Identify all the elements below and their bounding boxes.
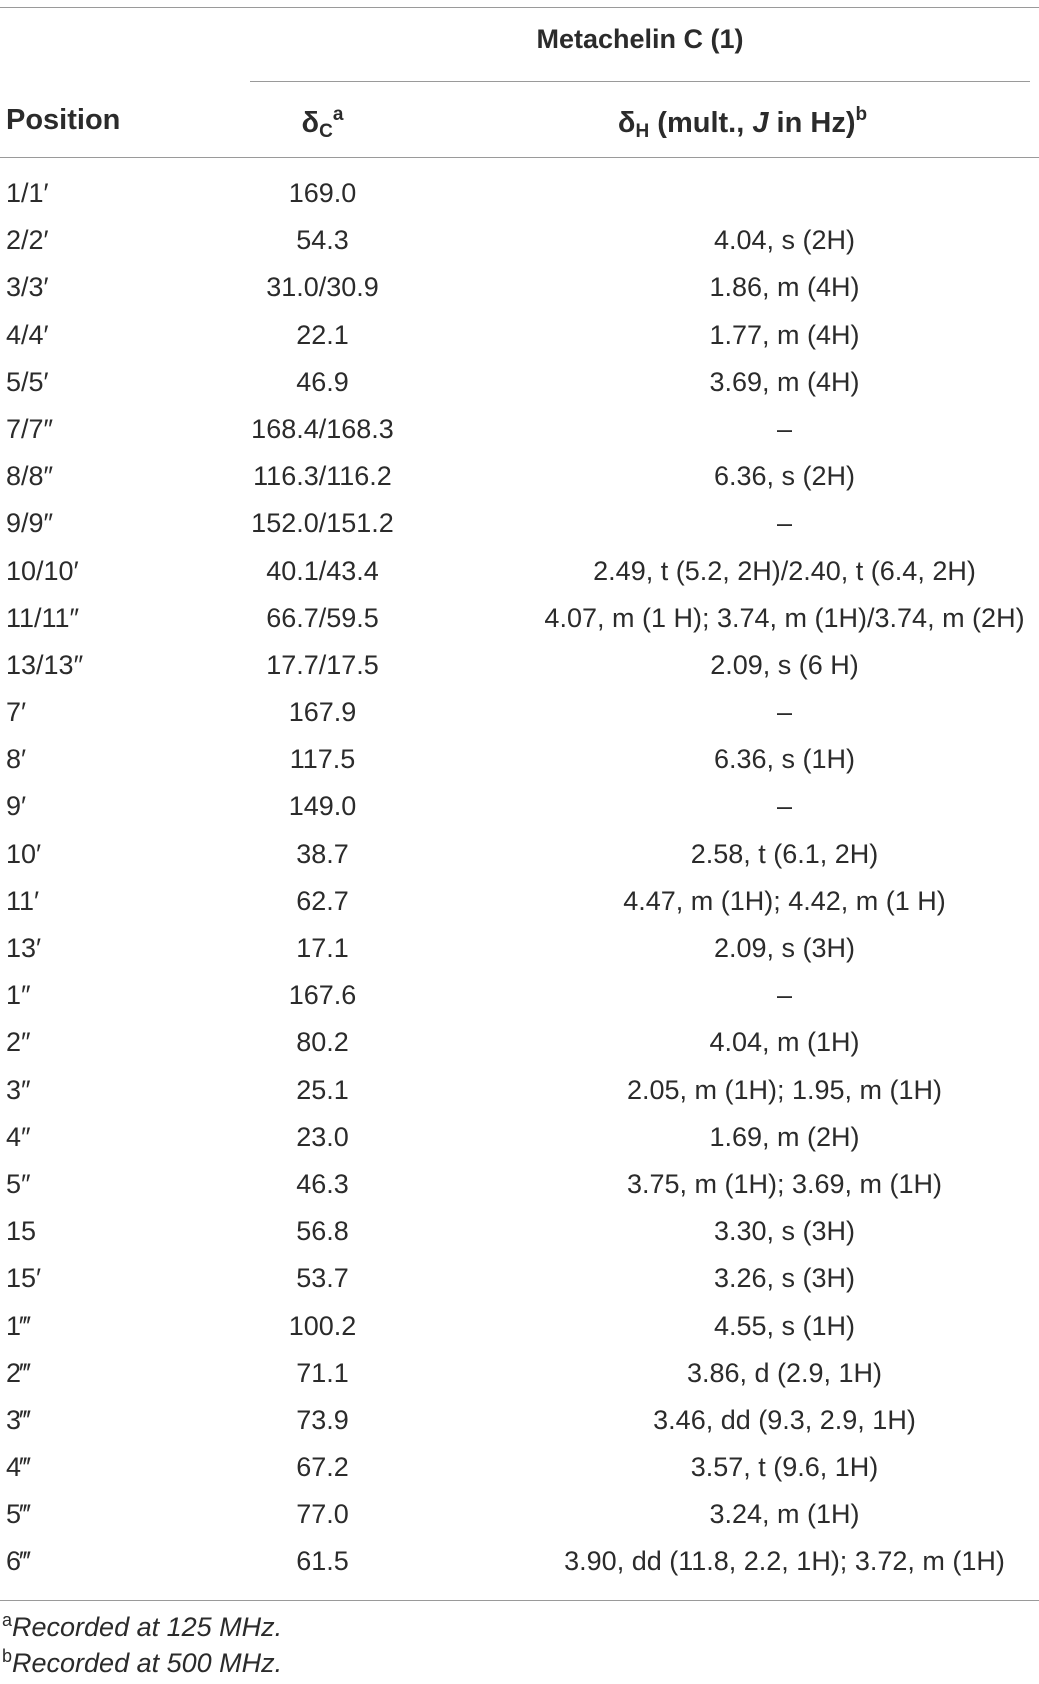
cell-delta-c: 73.9 xyxy=(296,1404,349,1435)
cell-position: 3″ xyxy=(6,1074,31,1105)
cell-position: 7/7″ xyxy=(6,413,54,444)
cell-delta-c: 53.7 xyxy=(296,1263,349,1294)
cell-position: 2″ xyxy=(6,1027,31,1058)
cell-position: 10′ xyxy=(6,838,42,869)
table-row xyxy=(0,1350,1039,1397)
cell-delta-h: 2.05, m (1H); 1.95, m (1H) xyxy=(626,1074,943,1105)
table-row xyxy=(0,1491,1039,1538)
table-row xyxy=(0,500,1039,547)
cell-delta-c: 100.2 xyxy=(288,1310,357,1341)
cell-delta-h: 1.77, m (4H) xyxy=(709,319,860,350)
cell-delta-h: 3.24, m (1H) xyxy=(709,1499,860,1530)
footnote-b-mark: b xyxy=(2,1646,13,1666)
cell-delta-h: 2.58, t (6.1, 2H) xyxy=(690,838,879,869)
table-row xyxy=(0,595,1039,642)
cell-position: 6‴ xyxy=(6,1546,31,1577)
table-row xyxy=(0,1114,1039,1161)
table-bottom-rule xyxy=(0,1600,1039,1601)
header-delta-h-sub: H xyxy=(635,121,650,142)
cell-delta-c: 67.2 xyxy=(296,1452,349,1483)
cell-delta-c: 116.3/116.2 xyxy=(253,461,392,492)
header-delta-h-post: in Hz) xyxy=(768,107,856,139)
cell-position: 2/2′ xyxy=(6,225,49,256)
cell-delta-c: 22.1 xyxy=(296,319,349,350)
cell-position: 13′ xyxy=(6,933,42,963)
table-row xyxy=(0,925,1039,972)
cell-position: 8/8″ xyxy=(6,461,54,492)
cell-delta-c: 80.2 xyxy=(296,1027,349,1058)
cell-position: 3‴ xyxy=(6,1404,31,1435)
cell-position: 15′ xyxy=(6,1263,42,1294)
footnote-a xyxy=(2,1610,282,1643)
header-delta-h xyxy=(370,104,1039,143)
cell-position: 9/9″ xyxy=(6,508,54,539)
table-row xyxy=(0,170,1039,217)
cell-delta-h: 3.86, d (2.9, 1H) xyxy=(686,1357,883,1388)
cell-delta-c: 77.0 xyxy=(296,1499,349,1530)
cell-delta-h: – xyxy=(776,697,793,728)
cell-position: 7′ xyxy=(6,697,27,728)
footnote-b-text: Recorded at 500 MHz. xyxy=(12,1648,283,1678)
table-row xyxy=(0,1019,1039,1066)
header-delta-c-sub: C xyxy=(319,121,333,142)
cell-delta-c: 46.9 xyxy=(296,366,349,397)
cell-delta-h: 3.26, s (3H) xyxy=(713,1263,856,1294)
cell-position: 1/1′ xyxy=(6,178,49,208)
cell-delta-c: 168.4/168.3 xyxy=(251,413,394,444)
table-row xyxy=(0,359,1039,406)
table-row xyxy=(0,831,1039,878)
cell-position: 11/11″ xyxy=(6,602,80,633)
table-row xyxy=(0,264,1039,311)
cell-delta-c: 46.3 xyxy=(296,1168,349,1199)
table-body xyxy=(0,170,1039,1586)
cell-position: 2‴ xyxy=(6,1357,31,1388)
cell-position: 15 xyxy=(6,1216,37,1247)
table-row xyxy=(0,1538,1039,1585)
cell-position: 5″ xyxy=(6,1168,31,1199)
table-row xyxy=(0,1067,1039,1114)
table-row xyxy=(0,312,1039,359)
cell-position: 5‴ xyxy=(6,1499,31,1530)
cell-delta-h: 6.36, s (2H) xyxy=(713,461,856,492)
cell-position: 10/10′ xyxy=(6,555,79,586)
cell-delta-h: 2.09, s (3H) xyxy=(713,933,856,963)
cell-position: 8′ xyxy=(6,744,27,775)
cell-delta-c: 71.1 xyxy=(296,1357,349,1388)
cell-delta-h: 2.49, t (5.2, 2H)/2.40, t (6.4, 2H) xyxy=(593,555,976,586)
footnote-a-mark: a xyxy=(2,1610,13,1630)
cell-delta-h: – xyxy=(776,791,793,822)
cell-position: 11′ xyxy=(6,885,40,916)
table-row xyxy=(0,783,1039,830)
cell-delta-h: – xyxy=(776,980,793,1011)
cell-position: 13/13″ xyxy=(6,649,84,680)
cell-delta-c: 61.5 xyxy=(296,1546,349,1577)
table-row xyxy=(0,453,1039,500)
table-row xyxy=(0,1303,1039,1350)
table-row xyxy=(0,1444,1039,1491)
cell-delta-h: 3.69, m (4H) xyxy=(709,366,860,397)
table-group-title: Metachelin C (1) xyxy=(536,24,744,54)
cell-delta-c: 117.5 xyxy=(289,744,356,775)
cell-position: 3/3′ xyxy=(6,272,49,303)
footnote-b xyxy=(2,1646,282,1679)
table-row xyxy=(0,972,1039,1019)
table-row xyxy=(0,217,1039,264)
table-row xyxy=(0,1161,1039,1208)
cell-position: 5/5′ xyxy=(6,366,49,397)
cell-delta-c: 167.9 xyxy=(288,697,357,728)
cell-delta-c: 56.8 xyxy=(296,1216,349,1247)
header-position: Position xyxy=(6,104,121,136)
table-top-rule xyxy=(0,7,1039,8)
header-rule xyxy=(0,157,1039,158)
table-row xyxy=(0,642,1039,689)
cell-position: 9′ xyxy=(6,791,27,822)
cell-delta-c: 167.6 xyxy=(288,980,357,1011)
header-delta-c-symbol: δ xyxy=(301,107,320,139)
cell-delta-h: 3.90, dd (11.8, 2.2, 1H); 3.72, m (1H) xyxy=(564,1546,1005,1577)
cell-position: 1‴ xyxy=(6,1310,31,1341)
cell-delta-h: 6.36, s (1H) xyxy=(713,744,856,775)
cell-delta-h: 3.30, s (3H) xyxy=(713,1216,856,1247)
cell-delta-h: 1.86, m (4H) xyxy=(709,272,860,303)
cell-delta-h: 4.04, m (1H) xyxy=(709,1027,860,1058)
table-row xyxy=(0,689,1039,736)
header-delta-h-pre: (mult., xyxy=(649,107,753,139)
cell-delta-h: 3.46, dd (9.3, 2.9, 1H) xyxy=(653,1404,916,1435)
cell-delta-h: 4.55, s (1H) xyxy=(713,1310,856,1341)
cell-delta-h: – xyxy=(776,508,793,539)
table-row xyxy=(0,406,1039,453)
cell-position: 1″ xyxy=(6,980,31,1011)
cell-delta-h: 4.04, s (2H) xyxy=(713,225,856,256)
cell-delta-c: 38.7 xyxy=(296,838,349,869)
table-row xyxy=(0,1255,1039,1302)
cell-delta-c: 17.7/17.5 xyxy=(266,649,379,680)
cell-position: 4″ xyxy=(6,1121,31,1152)
table-row xyxy=(0,878,1039,925)
table-row xyxy=(0,1208,1039,1255)
cell-delta-h: 3.75, m (1H); 3.69, m (1H) xyxy=(626,1168,943,1199)
cell-delta-c: 40.1/43.4 xyxy=(266,555,379,586)
cell-delta-c: 152.0/151.2 xyxy=(251,508,394,539)
header-delta-h-j: J xyxy=(752,107,769,139)
table-row xyxy=(0,548,1039,595)
header-delta-h-symbol: δ xyxy=(617,107,636,139)
cell-delta-h: 3.57, t (9.6, 1H) xyxy=(690,1452,879,1483)
footnote-a-text: Recorded at 125 MHz. xyxy=(12,1612,283,1642)
cell-position: 4‴ xyxy=(6,1452,31,1483)
cell-delta-c: 54.3 xyxy=(296,225,349,256)
cell-delta-c: 23.0 xyxy=(296,1121,349,1152)
cell-delta-h: – xyxy=(776,413,793,444)
cell-delta-c: 17.1 xyxy=(296,933,349,963)
cell-delta-c: 169.0 xyxy=(288,178,357,208)
cell-delta-c: 31.0/30.9 xyxy=(266,272,379,303)
group-title-rule xyxy=(250,81,1030,82)
header-delta-h-sup: b xyxy=(855,104,868,125)
cell-delta-h: 4.07, m (1 H); 3.74, m (1H)/3.74, m (2H) xyxy=(544,602,1025,633)
table-row xyxy=(0,1397,1039,1444)
cell-delta-h: 4.47, m (1H); 4.42, m (1 H) xyxy=(623,885,946,916)
cell-delta-c: 62.7 xyxy=(296,885,349,916)
cell-delta-c: 25.1 xyxy=(296,1074,349,1105)
header-delta-c-sup: a xyxy=(332,104,344,125)
cell-delta-c: 149.0 xyxy=(288,791,357,822)
cell-position: 4/4′ xyxy=(6,319,49,350)
cell-delta-c: 66.7/59.5 xyxy=(266,602,379,633)
table-row xyxy=(0,736,1039,783)
cell-delta-h: 1.69, m (2H) xyxy=(709,1121,860,1152)
cell-delta-h: 2.09, s (6 H) xyxy=(710,649,859,680)
